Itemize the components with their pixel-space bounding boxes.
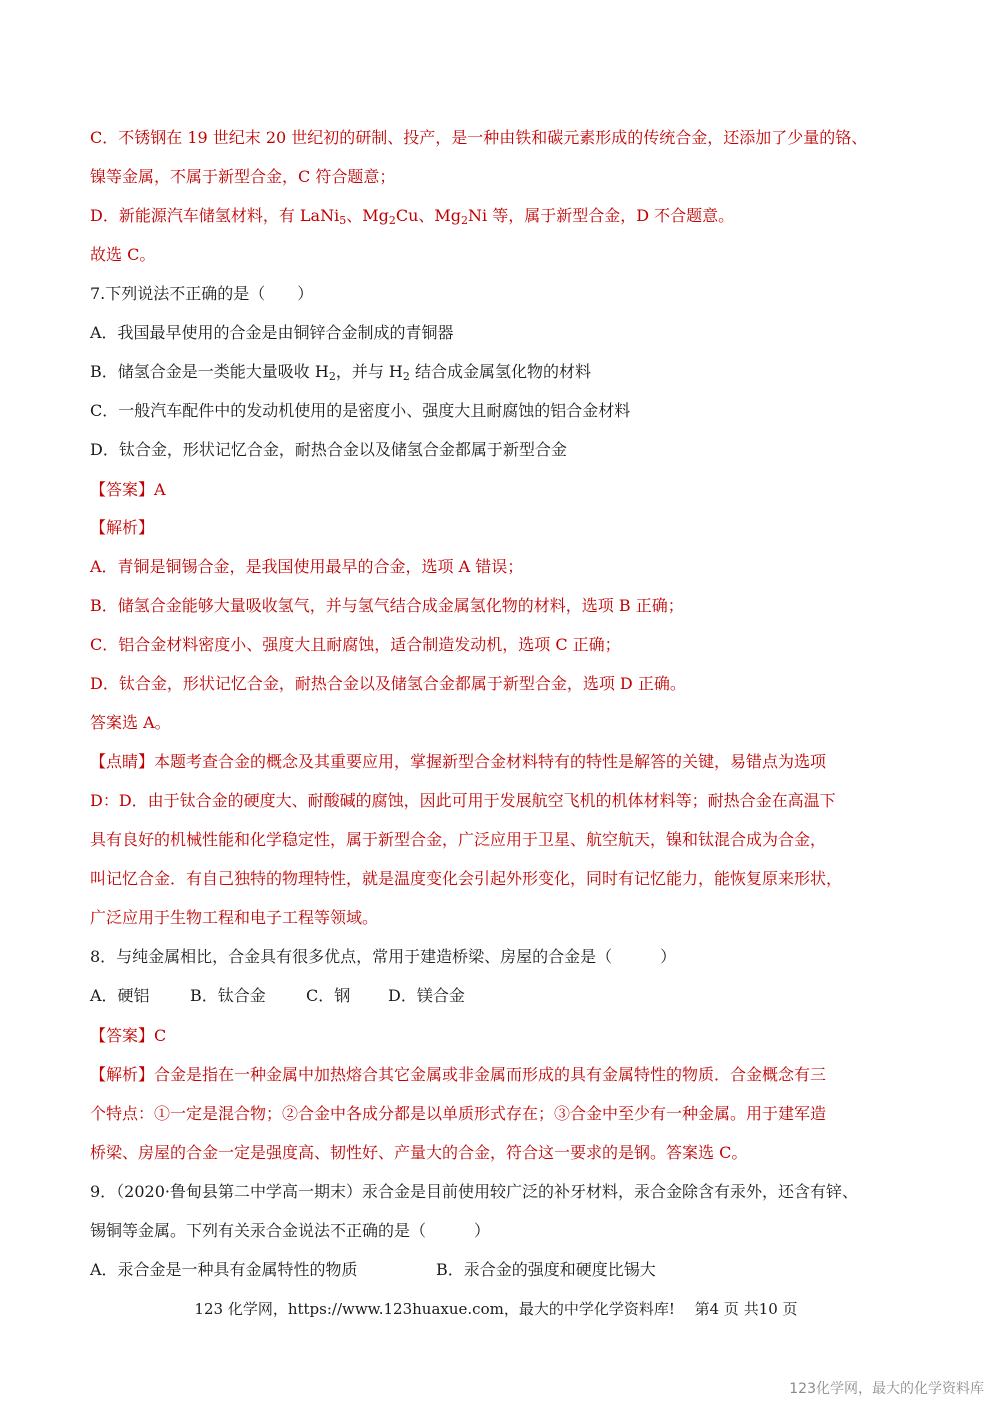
q7-analysis-a: A．青铜是铜锡合金，是我国使用最早的合金，选项 A 错误； — [90, 557, 524, 576]
q9-options — [90, 1259, 922, 1281]
q7-analysis-b: B．储氢合金能够大量吸收氢气，并与氢气结合成金属氢化物的材料，选项 B 正确； — [90, 596, 684, 615]
q7-option-b: B．储氢合金是一类能大量吸收 $H_2$，并与 $H_2$ 结合成金属氢化物的材料 — [90, 362, 591, 383]
q8-analysis-line1: 【解析】合金是指在一种金属中加热熔合其它金属或非金属而形成的具有金属特性的物质．合金概念有三 — [90, 1065, 827, 1084]
q7-note-line2: D：D．由于钛合金的硬度大、耐酸碱的腐蚀，因此可用于发展航空飞机的机体材料等；耐热合金在高温下 — [90, 791, 836, 810]
q7-analysis-c: C．铝合金材料密度小、强度大且耐腐蚀，适合制造发动机，选项 C 正确； — [90, 635, 621, 654]
q9-stem-line1: 9．（2020·鲁甸县第二中学高一期末）汞合金是目前使用较广泛的补牙材料，汞合金除含有汞外，还含有锌、 — [90, 1182, 858, 1201]
q9-option-b: B．汞合金的强度和硬度比锡大 — [436, 1260, 656, 1279]
watermark: 123化学网，最大的化学资料库 — [789, 1381, 984, 1397]
q6-analysis-c-line1: C．不锈钢在 19 世纪末 20 世纪初的研制、投产，是一种由铁和碳元素形成的传统合金，还添加了少量的铬、 — [90, 128, 868, 147]
q6-conclusion: 故选 C。 — [90, 245, 156, 264]
q9-option-a: A．汞合金是一种具有金属特性的物质 — [90, 1260, 358, 1279]
q8-options — [90, 985, 922, 1007]
q7-note-line4: 叫记忆合金．有自己独特的物理特性，就是温度变化会引起外形变化，同时有记忆能力，能恢复原来形状， — [90, 869, 843, 888]
q7-note-line5: 广泛应用于生物工程和电子工程等领域。 — [90, 908, 379, 927]
q7-option-a: A．我国最早使用的合金是由铜锌合金制成的青铜器 — [90, 323, 454, 342]
q8-answer: 【答案】C — [90, 1026, 167, 1045]
q8-stem: 8．与纯金属相比，合金具有很多优点，常用于建造桥梁、房屋的合金是（ ） — [90, 947, 677, 966]
q8-option-b: B．钛合金 — [190, 986, 266, 1005]
q8-option-d: D．镁合金 — [388, 986, 465, 1005]
q7-stem: 7.下列说法不正确的是（ ） — [90, 284, 314, 303]
q7-answer: 【答案】A — [90, 480, 166, 499]
q7-analysis-conclusion: 答案选 A。 — [90, 713, 171, 732]
q8-option-c: C．钢 — [306, 986, 351, 1005]
q6-analysis-d: D．新能源汽车储氢材料，有 LaNi$_5$、$Mg_2Cu$、$Mg_2Ni$ 等，属于新型合金，D 不合题意。 — [90, 206, 735, 227]
q9-stem-line2: 锡铜等金属。下列有关汞合金说法不正确的是（ ） — [90, 1221, 491, 1240]
q7-note-line3: 具有良好的机械性能和化学稳定性，属于新型合金，广泛应用于卫星、航空航天，镍和钛混合成为合金， — [90, 830, 827, 849]
q8-analysis-line3: 桥梁、房屋的合金一定是强度高、韧性好、产量大的合金，符合这一要求的是钢。答案选 C。 — [90, 1143, 748, 1162]
q6-analysis-c-line2: 镍等金属，不属于新型合金，C 符合题意； — [90, 167, 396, 186]
q7-analysis-label: 【解析】 — [90, 518, 155, 537]
q8-option-a: A．硬铝 — [90, 986, 150, 1005]
q7-analysis-d: D．钛合金，形状记忆合金，耐热合金以及储氢合金都属于新型合金，选项 D 正确。 — [90, 674, 686, 693]
q7-option-c: C．一般汽车配件中的发动机使用的是密度小、强度大且耐腐蚀的铝合金材料 — [90, 401, 631, 420]
page-footer: 123 化学网，https://www.123huaxue.com，最大的中学化学资料库! 第4 页 共10 页 — [194, 1300, 798, 1318]
q7-note-line1: 【点睛】本题考查合金的概念及其重要应用，掌握新型合金材料特有的特性是解答的关键，易错点为选项 — [90, 752, 827, 771]
q8-analysis-line2: 个特点：①一定是混合物；②合金中各成分都是以单质形式存在；③合金中至少有一种金属。用于建军造 — [90, 1104, 827, 1123]
q7-option-d: D．钛合金，形状记忆合金，耐热合金以及储氢合金都属于新型合金 — [90, 440, 567, 459]
